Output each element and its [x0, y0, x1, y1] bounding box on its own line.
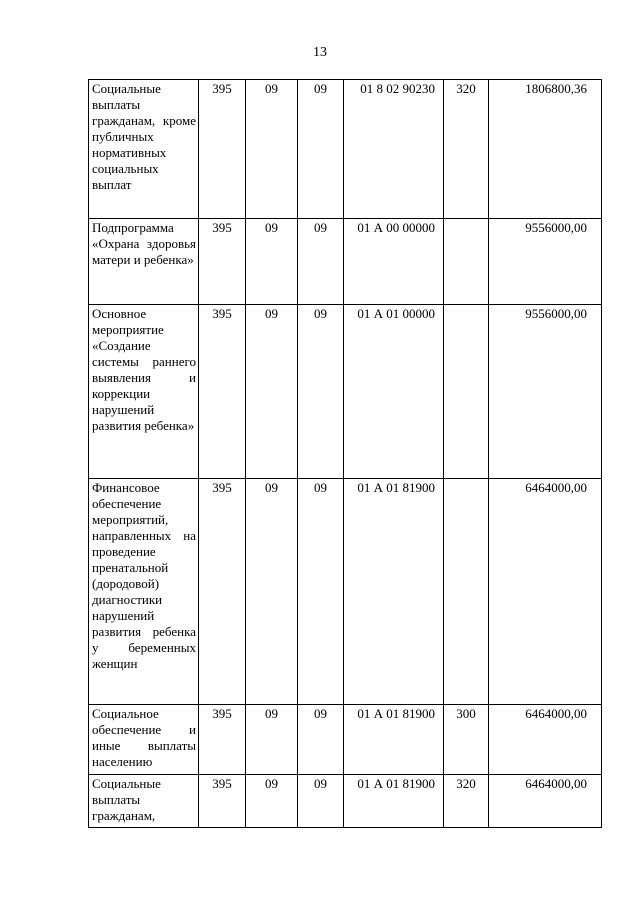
section-code-cell: 09 — [246, 219, 298, 305]
table-row — [89, 219, 602, 305]
expense-type-cell — [444, 219, 489, 305]
row-name-cell: Социальное обеспечение и иные выплаты населению — [89, 705, 199, 775]
amount-cell: 9556000,00 — [489, 305, 602, 479]
row-name-cell: Финансовое обеспечение мероприятий, направленных на проведение пренатальной (дородовой) диагностики нарушений развития ребенка у беременных женщин — [89, 479, 199, 705]
subsection-code-cell: 09 — [298, 219, 344, 305]
target-article-cell: 01 А 01 81900 — [344, 479, 444, 705]
row-name-cell: Подпрограмма «Охрана здоровья матери и ребенка» — [89, 219, 199, 305]
row-name-cell: Социальные выплаты гражданам, — [89, 775, 199, 828]
amount-cell: 9556000,00 — [489, 219, 602, 305]
target-article-cell: 01 А 01 81900 — [344, 705, 444, 775]
target-article-cell: 01 А 00 00000 — [344, 219, 444, 305]
ministry-code-cell: 395 — [199, 219, 246, 305]
budget-table — [88, 79, 602, 828]
ministry-code-cell: 395 — [199, 705, 246, 775]
expense-type-cell: 320 — [444, 775, 489, 828]
expense-type-cell: 300 — [444, 705, 489, 775]
table-row — [89, 705, 602, 775]
section-code-cell: 09 — [246, 80, 298, 219]
ministry-code-cell: 395 — [199, 80, 246, 219]
amount-cell: 6464000,00 — [489, 479, 602, 705]
subsection-code-cell: 09 — [298, 80, 344, 219]
target-article-cell: 01 8 02 90230 — [344, 80, 444, 219]
ministry-code-cell: 395 — [199, 775, 246, 828]
subsection-code-cell: 09 — [298, 705, 344, 775]
ministry-code-cell: 395 — [199, 479, 246, 705]
row-name-cell: Основное мероприятие «Создание системы раннего выявления и коррекции нарушений развития ребенка» — [89, 305, 199, 479]
table-row — [89, 775, 602, 828]
expense-type-cell — [444, 305, 489, 479]
table-row — [89, 479, 602, 705]
amount-cell: 1806800,36 — [489, 80, 602, 219]
amount-cell: 6464000,00 — [489, 775, 602, 828]
expense-type-cell: 320 — [444, 80, 489, 219]
subsection-code-cell: 09 — [298, 479, 344, 705]
target-article-cell: 01 А 01 81900 — [344, 775, 444, 828]
table-row — [89, 305, 602, 479]
ministry-code-cell: 395 — [199, 305, 246, 479]
section-code-cell: 09 — [246, 479, 298, 705]
page-number: 13 — [313, 45, 327, 60]
section-code-cell: 09 — [246, 775, 298, 828]
expense-type-cell — [444, 479, 489, 705]
row-name-cell: Социальные выплаты гражданам, кроме публичных нормативных социальных выплат — [89, 80, 199, 219]
section-code-cell: 09 — [246, 305, 298, 479]
amount-cell: 6464000,00 — [489, 705, 602, 775]
subsection-code-cell: 09 — [298, 775, 344, 828]
table-row — [89, 80, 602, 219]
section-code-cell: 09 — [246, 705, 298, 775]
target-article-cell: 01 А 01 00000 — [344, 305, 444, 479]
subsection-code-cell: 09 — [298, 305, 344, 479]
